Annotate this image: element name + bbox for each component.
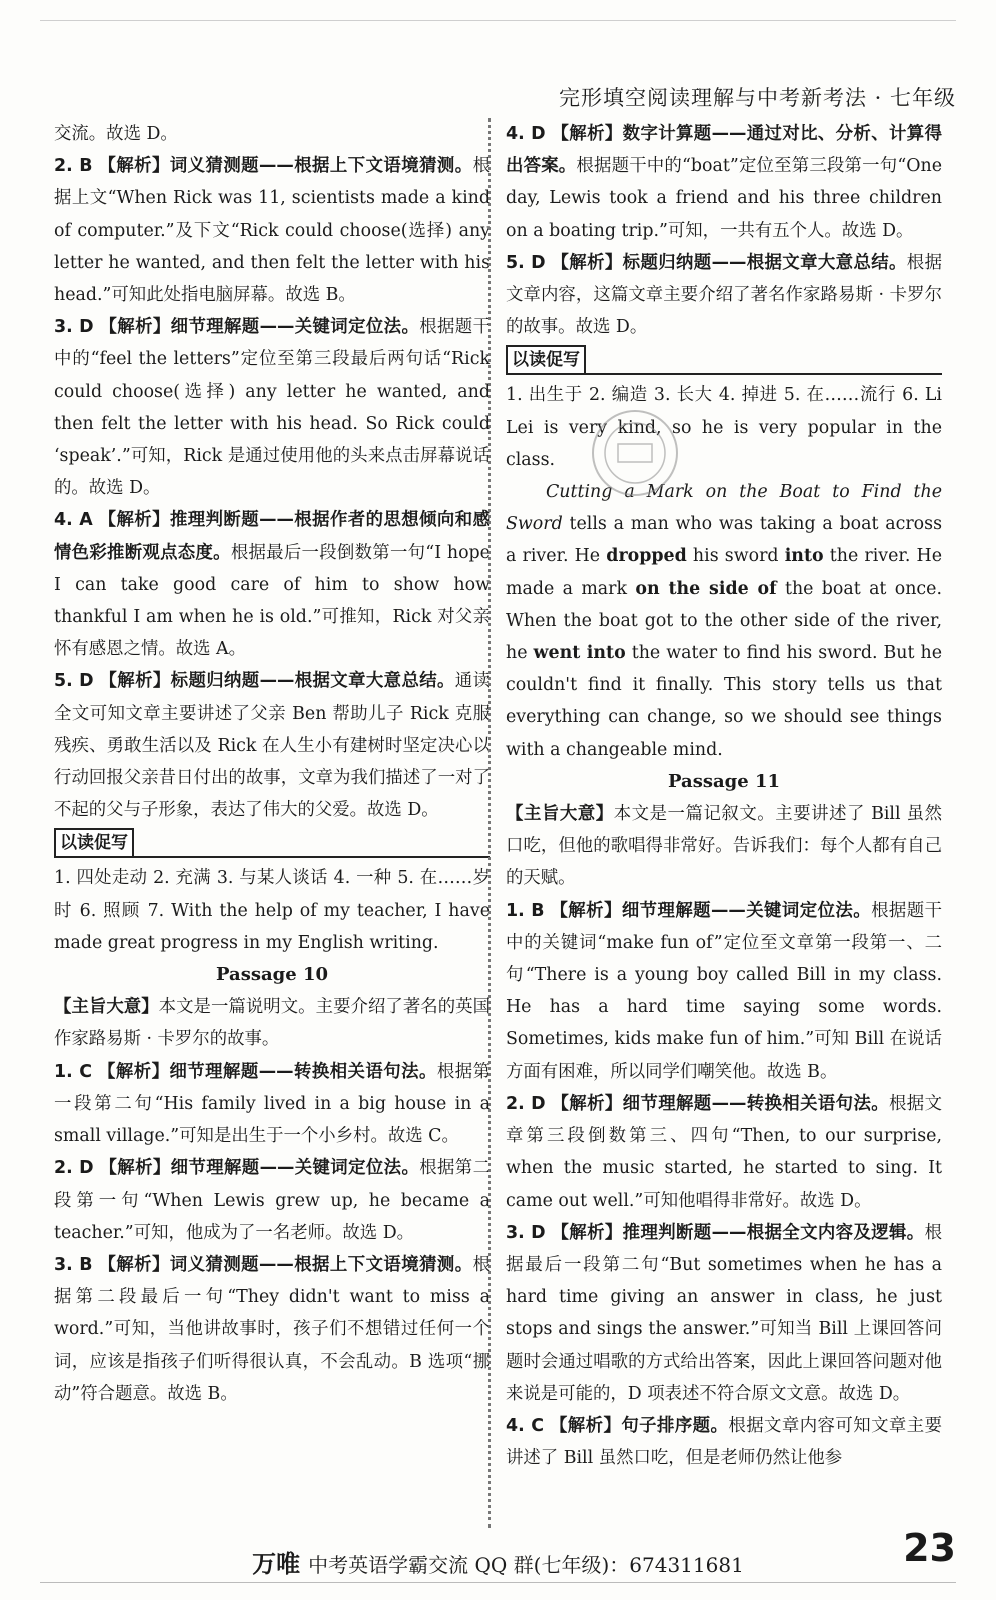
section-label: 以读促写 bbox=[54, 828, 134, 858]
question-type: 推理判断题——根据全文内容及逻辑。 bbox=[622, 1222, 925, 1243]
answer-num: 2. B bbox=[54, 156, 93, 177]
main-idea-tag: 【主旨大意】 bbox=[506, 804, 614, 825]
analysis-text: 根据上文“When Rick was 11, scientists made a kind of computer.”及下文“Rick could choose(选择) any letter he wanted, and then felt the letter with his head.”可知此处指电脑屏幕。故选 B。 bbox=[54, 156, 490, 306]
analysis-text: 根据文章内容，这篇文章主要介绍了著名作家路易斯 · 卡罗尔的故事。故选 D。 bbox=[506, 252, 942, 338]
answer-item bbox=[506, 895, 942, 1088]
question-type: 细节理解题——转换相关语句法。 bbox=[622, 1093, 890, 1114]
analysis-text: 根据文章第三段倒数第三、四句“Then, to our surprise, when the music started, he started to sing. It came out well.”可知他唱得非常好。故选 D。 bbox=[506, 1093, 942, 1211]
analysis-tag: 【解析】 bbox=[98, 1254, 170, 1275]
answer-num: 1. C bbox=[54, 1061, 92, 1082]
main-idea-text: 本文是一篇说明文。主要介绍了著名的英国作家路易斯 · 卡罗尔的故事。 bbox=[54, 997, 490, 1050]
brand-logo: 万唯 bbox=[252, 1550, 301, 1578]
answer-num: 2. D bbox=[506, 1093, 546, 1114]
section-rule bbox=[134, 856, 490, 858]
analysis-text: 根据第二段最后一句“They didn't want to miss a word.”可知，当他讲故事时，孩子们不想错过任何一个词，应该是指孩子们听得很认真，不会乱动。B 选项“挪动”符合题意。故选 B。 bbox=[54, 1254, 490, 1404]
analysis-text: 根据文章内容可知文章主要讲述了 Bill 虽然口吃，但是老师仍然让他参 bbox=[506, 1415, 942, 1469]
analysis-tag: 【解析】 bbox=[551, 1222, 623, 1243]
story-keyword: went into bbox=[533, 643, 626, 664]
analysis-text: 根据题干中的“boat”定位至第三段第一句“One day, Lewis took a friend and his three children on a boating trip.”可知，一共有五个人。故选 D。 bbox=[506, 156, 942, 241]
main-idea-tag: 【主旨大意】 bbox=[54, 997, 159, 1018]
story-text: the river. He made a mark bbox=[506, 546, 942, 599]
answer-num: 3. D bbox=[54, 317, 94, 338]
answer-item bbox=[54, 665, 490, 826]
analysis-tag: 【解析】 bbox=[99, 317, 171, 338]
bottom-rule bbox=[40, 1582, 956, 1583]
answer-item bbox=[54, 1152, 490, 1249]
story-text: the water to find his sword. But he couldn't find it finally. This story tells us that everything can change, so we should see things with a changeable mind. bbox=[506, 643, 943, 760]
section-rule bbox=[586, 373, 942, 375]
right-column bbox=[506, 118, 942, 1474]
question-type: 细节理解题——关键词定位法。 bbox=[621, 900, 872, 921]
answer-num: 3. B bbox=[54, 1254, 93, 1275]
answer-num: 5. D bbox=[54, 671, 94, 692]
question-type: 细节理解题——关键词定位法。 bbox=[170, 317, 420, 338]
answer-num: 2. D bbox=[54, 1158, 94, 1179]
analysis-text: 根据第二段第一句“When Lewis grew up, he became a teacher.”可知，他成为了一名老师。故选 D。 bbox=[54, 1158, 490, 1243]
analysis-text: 根据最后一段第二句“But sometimes when he has a hard time giving an answer in class, he just stops and sings the answer.”可知当 Bill 上课回答问题时会通过唱歌的方式给出答案，因此上课回答问题对他来说是可能的，D 项表述不符合原文文意。故选 D。 bbox=[506, 1222, 942, 1404]
passage-heading: Passage 11 bbox=[668, 770, 780, 792]
analysis-text: 根据最后一段倒数第一句“I hope I can take good care of him to show how thankful I am when he is old.”可推知，Rick 对父亲怀有感恩之情。故选 A。 bbox=[54, 542, 490, 660]
question-type: 标题归纳题——根据文章大意总结。 bbox=[170, 671, 455, 692]
analysis-text: 根据题干中的“feel the letters”定位至第三段最后两句话“Rick could choose(选择) any letter he wanted, and then felt the letter with his head. So Rick could ‘speak’.”可知，Rick 是通过使用他的头来点击屏幕说话的。故选 D。 bbox=[54, 317, 490, 499]
answer-num: 1. B bbox=[506, 900, 545, 921]
reading-writing-section bbox=[54, 828, 490, 858]
question-type: 推理判断题——根据作者的思想倾向和感情色彩推断观点态度。 bbox=[54, 510, 490, 563]
main-idea bbox=[54, 991, 490, 1055]
question-type: 数字计算题——通过对比、分析、计算得出答案。 bbox=[506, 124, 942, 177]
main-idea bbox=[506, 798, 942, 895]
story-title: Cutting a Mark on the Boat to Find the Sword bbox=[506, 482, 942, 535]
analysis-tag: 【解析】 bbox=[551, 252, 623, 273]
analysis-tag: 【解析】 bbox=[550, 900, 622, 921]
answer-item bbox=[54, 1249, 490, 1410]
main-idea-text: 本文是一篇记叙文。主要讲述了 Bill 虽然口吃，但他的歌唱得非常好。告诉我们：每个人都有自己的天赋。 bbox=[506, 804, 942, 889]
question-type: 细节理解题——关键词定位法。 bbox=[170, 1158, 420, 1179]
seal-stamp-icon bbox=[592, 410, 678, 496]
page-header: 完形填空阅读理解与中考新考法 · 七年级 bbox=[558, 86, 956, 110]
top-rule bbox=[40, 20, 956, 21]
answer-item bbox=[54, 1056, 490, 1153]
answer-num: 4. A bbox=[54, 510, 93, 531]
page-footer bbox=[0, 1544, 996, 1579]
left-continuation: 交流。故选 D。 bbox=[54, 124, 178, 144]
answer-item bbox=[506, 118, 942, 247]
question-type: 词义猜测题——根据上下文语境猜测。 bbox=[169, 1254, 473, 1275]
answer-item bbox=[54, 150, 490, 311]
answer-item bbox=[506, 247, 942, 344]
analysis-text: 根据题干中的关键词“make fun of”定位至文章第一段第一、二句“There is a young boy called Bill in my class. He has a hard time saying some words. Sometimes, kids make fun of him.”可知 Bill 在说话方面有困难，所以同学们嘲笑他。故选 B。 bbox=[506, 900, 942, 1082]
analysis-tag: 【解析】 bbox=[98, 1061, 170, 1082]
analysis-tag: 【解析】 bbox=[99, 1158, 171, 1179]
answer-item bbox=[506, 1088, 942, 1217]
question-type: 词义猜测题——根据上下文语境猜测。 bbox=[169, 156, 473, 177]
analysis-tag: 【解析】 bbox=[99, 671, 171, 692]
answer-num: 4. C bbox=[506, 1415, 544, 1436]
question-type: 标题归纳题——根据文章大意总结。 bbox=[622, 252, 907, 273]
story-keyword: into bbox=[784, 546, 824, 567]
story-keyword: dropped bbox=[606, 546, 687, 567]
story-paragraph bbox=[506, 476, 942, 766]
vocab-answers: 1. 四处走动 2. 充满 3. 与某人谈话 4. 一种 5. 在……岁时 6. 照顾 7. With the help of my teacher, I have made great progress in my English writing. bbox=[54, 868, 490, 953]
answer-num: 4. D bbox=[506, 124, 546, 144]
page-number: 23 bbox=[903, 1526, 956, 1570]
analysis-tag: 【解析】 bbox=[551, 1093, 623, 1114]
story-keyword: on the side of bbox=[635, 578, 777, 599]
analysis-tag: 【解析】 bbox=[98, 156, 170, 177]
answer-item bbox=[54, 504, 490, 665]
story-text: his sword bbox=[686, 546, 785, 567]
answer-item bbox=[506, 1217, 942, 1410]
reading-writing-section bbox=[506, 345, 942, 375]
left-column bbox=[54, 118, 490, 1410]
footer-text: 中考英语学霸交流 QQ 群(七年级)：674311681 bbox=[308, 1553, 744, 1577]
vocab-answers: 1. 出生于 2. 编造 3. 长大 4. 掉进 5. 在……流行 6. Li Lei is very kind, so he is very popular in the class. bbox=[506, 385, 942, 470]
analysis-tag: 【解析】 bbox=[549, 1415, 622, 1436]
answer-num: 3. D bbox=[506, 1222, 546, 1243]
analysis-tag: 【解析】 bbox=[98, 510, 170, 531]
story-text: the boat at once. When the boat got to the other side of the river, he bbox=[506, 578, 942, 664]
column-divider bbox=[488, 118, 491, 1528]
passage-heading: Passage 10 bbox=[216, 964, 328, 986]
answer-num: 5. D bbox=[506, 252, 546, 273]
section-label: 以读促写 bbox=[506, 345, 586, 375]
answer-item bbox=[54, 311, 490, 504]
analysis-tag: 【解析】 bbox=[551, 124, 623, 144]
story-text: tells a man who was taking a boat across a river. He bbox=[506, 514, 942, 567]
analysis-text: 通读全文可知文章主要讲述了父亲 Ben 帮助儿子 Rick 克服残疾、勇敢生活以及 Rick 在人生小有建树时坚定决心以行动回报父亲昔日付出的故事，文章为我们描述了一对了不起的父与子形象，表达了伟大的父爱。故选 D。 bbox=[54, 671, 490, 821]
analysis-text: 根据第一段第二句“His family lived in a big house in a small village.”可知是出生于一个小乡村。故选 C。 bbox=[54, 1061, 490, 1147]
question-type: 细节理解题——转换相关语句法。 bbox=[169, 1061, 437, 1082]
question-type: 句子排序题。 bbox=[621, 1415, 729, 1436]
answer-item bbox=[506, 1410, 942, 1474]
